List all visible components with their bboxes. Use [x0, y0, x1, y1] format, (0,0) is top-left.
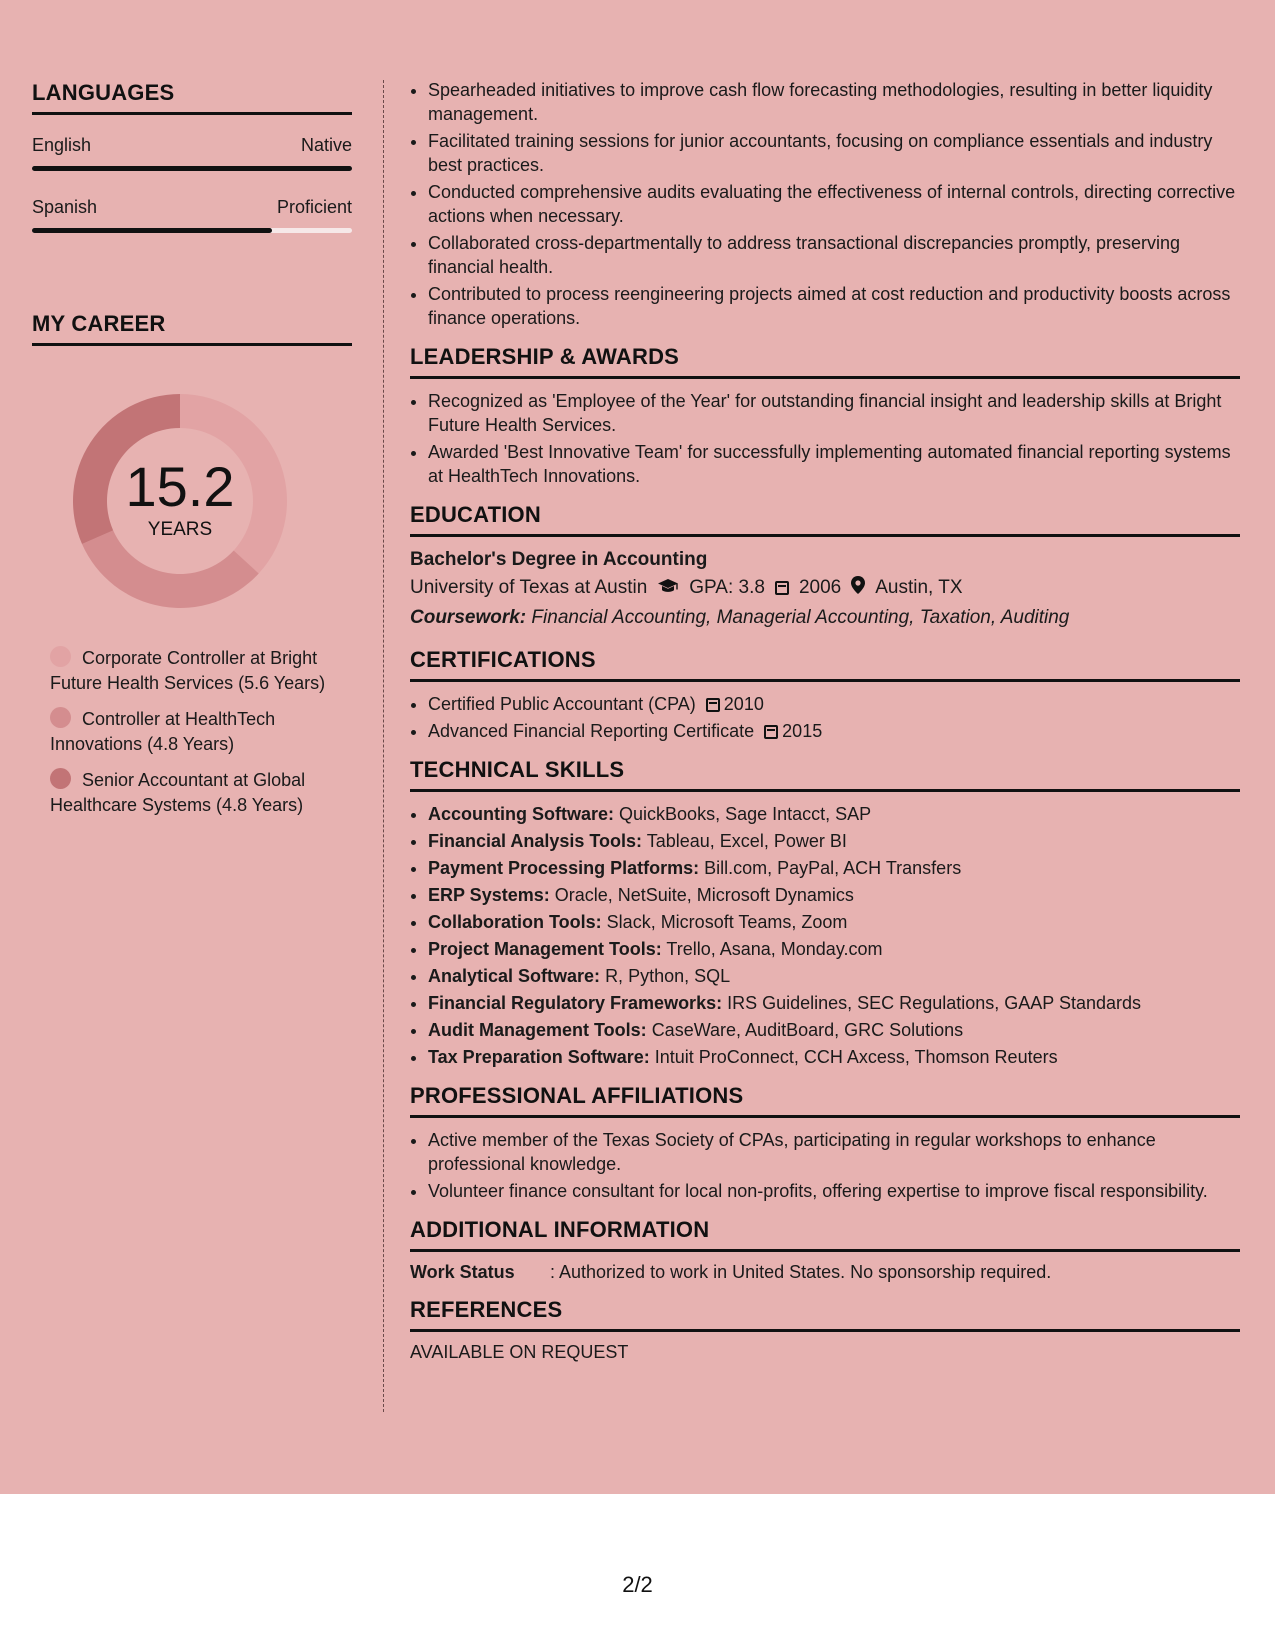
additional-section: [410, 1217, 1240, 1283]
calendar-icon: [706, 698, 720, 712]
skill-label: Collaboration Tools:: [428, 912, 602, 932]
skill-label: Tax Preparation Software:: [428, 1047, 650, 1067]
skill-label: Analytical Software:: [428, 966, 601, 986]
list-item: • Conducted comprehensive audits evaluating the effectiveness of internal controls, directing corrective actions when necessary.: [428, 180, 1240, 228]
references-title: REFERENCES: [410, 1297, 1240, 1332]
references-section: [410, 1297, 1240, 1363]
affiliations-title: PROFESSIONAL AFFILIATIONS: [410, 1083, 1240, 1118]
page-footer: [0, 1494, 1275, 1650]
skill-value: R, Python, SQL: [605, 966, 731, 986]
list-item: • Contributed to process reengineering projects aimed at cost reduction and productivity boosts across finance operations.: [428, 282, 1240, 330]
references-text: AVAILABLE ON REQUEST: [410, 1342, 629, 1362]
legend-text: Corporate Controller at Bright Future Health Services (5.6 Years): [50, 648, 326, 693]
career-donut-chart: [65, 386, 295, 616]
skill-value: Oracle, NetSuite, Microsoft Dynamics: [554, 885, 854, 905]
skill-value: IRS Guidelines, SEC Regulations, GAAP Standards: [727, 993, 1141, 1013]
page-number: 2/2: [622, 1572, 653, 1597]
legend-dot: [50, 768, 71, 789]
column-divider: [383, 80, 384, 1412]
legend-text: Senior Accountant at Global Healthcare Systems (4.8 Years): [50, 770, 306, 815]
education-gpa: GPA: 3.8: [689, 577, 765, 598]
coursework-text: Financial Accounting, Managerial Accounting, Taxation, Auditing: [531, 607, 1070, 628]
language-bar-fill: [32, 166, 352, 171]
skill-value: Bill.com, PayPal, ACH Transfers: [704, 858, 962, 878]
education-details: [410, 573, 1240, 603]
language-bar: [32, 166, 352, 171]
list-item: • Awarded 'Best Innovative Team' for successfully implementing automated financial reporting systems at HealthTech Innovations.: [428, 440, 1240, 488]
skill-label: ERP Systems:: [428, 885, 550, 905]
education-section: [410, 502, 1240, 633]
legend-item: [50, 646, 352, 696]
skill-value: CaseWare, AuditBoard, GRC Solutions: [651, 1020, 964, 1040]
certifications-title: CERTIFICATIONS: [410, 647, 1240, 682]
coursework-label: Coursework:: [410, 607, 527, 628]
education-title: EDUCATION: [410, 502, 1240, 537]
list-item: [428, 829, 1240, 853]
list-item: [428, 964, 1240, 988]
legend-text: Controller at HealthTech Innovations (4.8 Years): [50, 709, 276, 754]
list-item: [428, 802, 1240, 826]
skill-value: Trello, Asana, Monday.com: [666, 939, 883, 959]
skill-label: Financial Analysis Tools:: [428, 831, 643, 851]
legend-dot: [50, 707, 71, 728]
skill-label: Financial Regulatory Frameworks:: [428, 993, 723, 1013]
list-item: [428, 937, 1240, 961]
list-item: [428, 883, 1240, 907]
list-item: [428, 719, 1240, 743]
cert-name: Advanced Financial Reporting Certificate: [428, 721, 755, 741]
calendar-icon: [764, 725, 778, 739]
calendar-icon: [775, 581, 789, 595]
skill-value: Intuit ProConnect, CCH Axcess, Thomson Reuters: [654, 1047, 1058, 1067]
list-item: • Facilitated training sessions for junior accountants, focusing on compliance essentials and industry best practices.: [428, 129, 1240, 177]
graduation-cap-icon: [657, 573, 679, 603]
left-column: [32, 80, 352, 829]
work-status-row: [410, 1262, 1240, 1283]
language-bar: [32, 228, 352, 233]
cert-year: 2015: [782, 721, 823, 741]
language-spanish: [32, 197, 352, 233]
career-section: [32, 311, 352, 818]
list-item: • Active member of the Texas Society of CPAs, participating in regular workshops to enhance professional knowledge.: [428, 1128, 1240, 1176]
education-coursework: [410, 603, 1240, 633]
skills-section: [410, 757, 1240, 1069]
list-item: • Volunteer finance consultant for local non-profits, offering expertise to improve fiscal responsibility.: [428, 1179, 1240, 1203]
skill-label: Accounting Software:: [428, 804, 615, 824]
right-column: [410, 78, 1240, 1363]
language-level: Proficient: [276, 197, 352, 217]
cert-name: Certified Public Accountant (CPA): [428, 694, 696, 714]
skill-label: Audit Management Tools:: [428, 1020, 647, 1040]
additional-title: ADDITIONAL INFORMATION: [410, 1217, 1240, 1252]
affiliations-section: [410, 1083, 1240, 1203]
leadership-section: [410, 344, 1240, 488]
list-item: • Spearheaded initiatives to improve cash flow forecasting methodologies, resulting in better liquidity management.: [428, 78, 1240, 126]
skill-label: Project Management Tools:: [428, 939, 662, 959]
legend-item: [50, 768, 352, 818]
list-item: [428, 910, 1240, 934]
list-item: • Collaborated cross-departmentally to address transactional discrepancies promptly, preserving financial health.: [428, 231, 1240, 279]
legend-dot: [50, 646, 71, 667]
list-item: • Recognized as 'Employee of the Year' for outstanding financial insight and leadership skills at Bright Future Health Services.: [428, 389, 1240, 437]
career-title: MY CAREER: [32, 311, 352, 346]
work-status-value: : Authorized to work in United States. No sponsorship required.: [550, 1262, 1052, 1282]
list-item: [428, 991, 1240, 1015]
skill-value: Tableau, Excel, Power BI: [646, 831, 847, 851]
education-degree: Bachelor's Degree in Accounting: [410, 549, 708, 570]
leadership-title: LEADERSHIP & AWARDS: [410, 344, 1240, 379]
education-location: Austin, TX: [875, 577, 963, 598]
language-level: Native: [300, 135, 352, 155]
career-total-years: 15.2: [125, 455, 235, 518]
language-bar-fill: [32, 228, 272, 233]
skill-value: Slack, Microsoft Teams, Zoom: [606, 912, 848, 932]
language-name: English: [32, 135, 92, 155]
list-item: [428, 856, 1240, 880]
education-school: University of Texas at Austin: [410, 577, 648, 598]
language-english: [32, 135, 352, 171]
legend-item: [50, 707, 352, 757]
skill-label: Payment Processing Platforms:: [428, 858, 700, 878]
list-item: [428, 1045, 1240, 1069]
education-year: 2006: [798, 577, 842, 598]
skill-value: QuickBooks, Sage Intacct, SAP: [619, 804, 872, 824]
cert-year: 2010: [723, 694, 764, 714]
languages-title: LANGUAGES: [32, 80, 352, 115]
certifications-section: [410, 647, 1240, 743]
career-legend: [32, 646, 352, 818]
list-item: [428, 1018, 1240, 1042]
work-status-label: Work Status: [410, 1262, 515, 1282]
skills-title: TECHNICAL SKILLS: [410, 757, 1240, 792]
experience-bullets: [410, 78, 1240, 330]
location-pin-icon: [851, 573, 865, 603]
list-item: [428, 692, 1240, 716]
career-years-label: YEARS: [147, 519, 213, 540]
language-name: Spanish: [32, 197, 98, 217]
